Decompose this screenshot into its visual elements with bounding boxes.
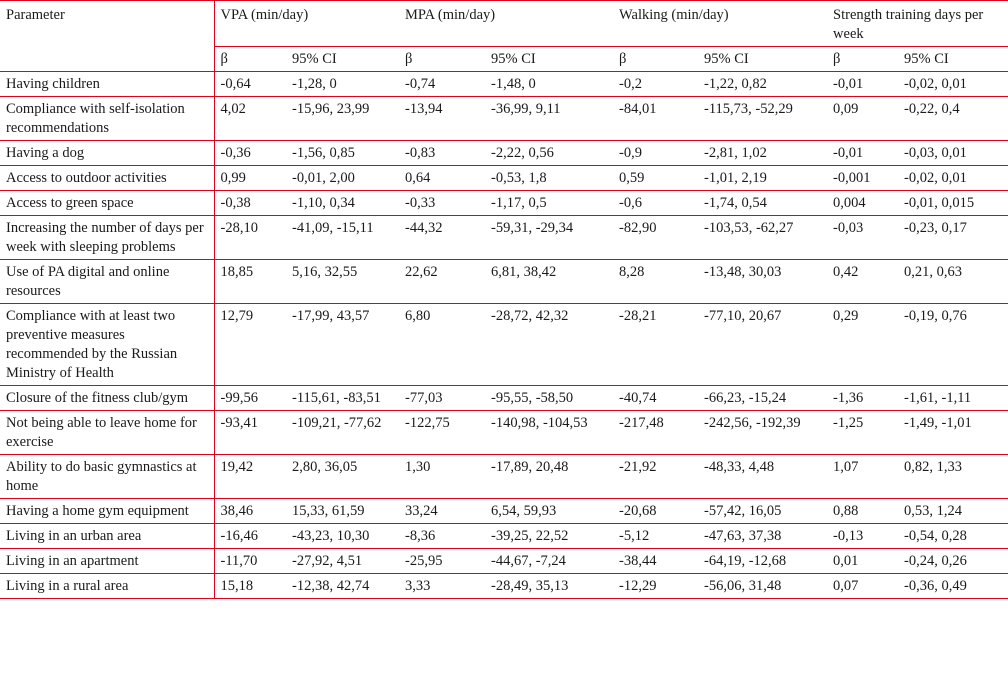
cell-vpa-ci: -17,99, 43,57 <box>286 304 399 386</box>
cell-mpa-ci: 6,54, 59,93 <box>485 499 613 524</box>
row-label: Access to green space <box>0 191 214 216</box>
table-row <box>0 386 1008 411</box>
cell-mpa-ci: 6,81, 38,42 <box>485 260 613 304</box>
cell-strength-beta: 0,29 <box>827 304 898 386</box>
cell-vpa-beta: -93,41 <box>214 411 286 455</box>
cell-walking-ci: -1,01, 2,19 <box>698 166 827 191</box>
cell-walking-ci: -103,53, -62,27 <box>698 216 827 260</box>
cell-walking-ci: -13,48, 30,03 <box>698 260 827 304</box>
beta-header: β <box>613 47 698 72</box>
cell-mpa-beta: 22,62 <box>399 260 485 304</box>
beta-header: β <box>827 47 898 72</box>
cell-walking-beta: -21,92 <box>613 455 698 499</box>
cell-vpa-ci: 15,33, 61,59 <box>286 499 399 524</box>
cell-mpa-beta: -0,74 <box>399 72 485 97</box>
row-label: Having children <box>0 72 214 97</box>
table-row <box>0 191 1008 216</box>
cell-vpa-ci: 5,16, 32,55 <box>286 260 399 304</box>
cell-mpa-beta: -0,83 <box>399 141 485 166</box>
cell-mpa-ci: -1,48, 0 <box>485 72 613 97</box>
cell-strength-ci: -0,01, 0,015 <box>898 191 1008 216</box>
cell-mpa-beta: -122,75 <box>399 411 485 455</box>
cell-vpa-beta: 15,18 <box>214 574 286 599</box>
cell-strength-beta: 0,88 <box>827 499 898 524</box>
cell-mpa-ci: -95,55, -58,50 <box>485 386 613 411</box>
cell-mpa-ci: -0,53, 1,8 <box>485 166 613 191</box>
table-row <box>0 304 1008 386</box>
cell-vpa-ci: -1,10, 0,34 <box>286 191 399 216</box>
cell-strength-beta: -0,001 <box>827 166 898 191</box>
cell-strength-beta: 0,07 <box>827 574 898 599</box>
cell-walking-beta: -84,01 <box>613 97 698 141</box>
cell-vpa-ci: 2,80, 36,05 <box>286 455 399 499</box>
cell-walking-beta: -28,21 <box>613 304 698 386</box>
table-row <box>0 574 1008 599</box>
cell-walking-beta: -40,74 <box>613 386 698 411</box>
cell-strength-beta: -0,01 <box>827 141 898 166</box>
cell-strength-ci: -0,23, 0,17 <box>898 216 1008 260</box>
cell-walking-beta: 0,59 <box>613 166 698 191</box>
cell-mpa-beta: 6,80 <box>399 304 485 386</box>
cell-vpa-ci: -0,01, 2,00 <box>286 166 399 191</box>
table-row <box>0 499 1008 524</box>
cell-strength-beta: -0,13 <box>827 524 898 549</box>
cell-strength-beta: -1,25 <box>827 411 898 455</box>
cell-strength-beta: 0,09 <box>827 97 898 141</box>
cell-vpa-beta: -0,38 <box>214 191 286 216</box>
cell-vpa-ci: -43,23, 10,30 <box>286 524 399 549</box>
cell-walking-ci: -48,33, 4,48 <box>698 455 827 499</box>
cell-walking-ci: -77,10, 20,67 <box>698 304 827 386</box>
cell-vpa-beta: -28,10 <box>214 216 286 260</box>
cell-walking-ci: -242,56, -192,39 <box>698 411 827 455</box>
cell-mpa-beta: -0,33 <box>399 191 485 216</box>
cell-vpa-beta: 12,79 <box>214 304 286 386</box>
cell-walking-beta: -82,90 <box>613 216 698 260</box>
row-label: Compliance with at least two preventive measures recommended by the Russian Ministry of Health <box>0 304 214 386</box>
cell-vpa-ci: -15,96, 23,99 <box>286 97 399 141</box>
table-row <box>0 260 1008 304</box>
cell-strength-ci: -0,54, 0,28 <box>898 524 1008 549</box>
table-row <box>0 524 1008 549</box>
group-header-walking: Walking (min/day) <box>613 1 827 47</box>
cell-mpa-ci: -39,25, 22,52 <box>485 524 613 549</box>
cell-strength-ci: 0,53, 1,24 <box>898 499 1008 524</box>
cell-walking-beta: -5,12 <box>613 524 698 549</box>
cell-mpa-beta: -25,95 <box>399 549 485 574</box>
ci-header: 95% CI <box>485 47 613 72</box>
cell-strength-beta: -0,03 <box>827 216 898 260</box>
cell-walking-beta: -20,68 <box>613 499 698 524</box>
cell-mpa-beta: -44,32 <box>399 216 485 260</box>
cell-strength-ci: 0,82, 1,33 <box>898 455 1008 499</box>
ci-header: 95% CI <box>698 47 827 72</box>
table-header <box>0 1 1008 72</box>
row-label: Having a dog <box>0 141 214 166</box>
cell-mpa-beta: 1,30 <box>399 455 485 499</box>
row-label: Living in a rural area <box>0 574 214 599</box>
beta-header: β <box>399 47 485 72</box>
table-row <box>0 166 1008 191</box>
cell-mpa-ci: -28,49, 35,13 <box>485 574 613 599</box>
table-row <box>0 216 1008 260</box>
cell-strength-ci: -1,49, -1,01 <box>898 411 1008 455</box>
cell-vpa-beta: 18,85 <box>214 260 286 304</box>
cell-vpa-beta: 19,42 <box>214 455 286 499</box>
ci-header: 95% CI <box>286 47 399 72</box>
cell-vpa-ci: -1,56, 0,85 <box>286 141 399 166</box>
cell-strength-ci: -0,02, 0,01 <box>898 166 1008 191</box>
table-row <box>0 72 1008 97</box>
cell-vpa-ci: -41,09, -15,11 <box>286 216 399 260</box>
cell-mpa-beta: -13,94 <box>399 97 485 141</box>
cell-vpa-ci: -1,28, 0 <box>286 72 399 97</box>
cell-strength-beta: 0,004 <box>827 191 898 216</box>
cell-mpa-ci: -1,17, 0,5 <box>485 191 613 216</box>
row-label: Use of PA digital and online resources <box>0 260 214 304</box>
table-row <box>0 549 1008 574</box>
cell-walking-ci: -115,73, -52,29 <box>698 97 827 141</box>
cell-vpa-ci: -12,38, 42,74 <box>286 574 399 599</box>
cell-walking-beta: -0,9 <box>613 141 698 166</box>
cell-vpa-ci: -109,21, -77,62 <box>286 411 399 455</box>
cell-strength-ci: -0,36, 0,49 <box>898 574 1008 599</box>
cell-walking-ci: -47,63, 37,38 <box>698 524 827 549</box>
header-row-groups <box>0 1 1008 47</box>
cell-walking-ci: -1,74, 0,54 <box>698 191 827 216</box>
cell-mpa-ci: -140,98, -104,53 <box>485 411 613 455</box>
cell-vpa-beta: -99,56 <box>214 386 286 411</box>
cell-vpa-beta: -11,70 <box>214 549 286 574</box>
ci-header: 95% CI <box>898 47 1008 72</box>
cell-walking-ci: -1,22, 0,82 <box>698 72 827 97</box>
cell-walking-beta: 8,28 <box>613 260 698 304</box>
cell-strength-beta: 1,07 <box>827 455 898 499</box>
group-header-strength: Strength training days per week <box>827 1 1008 47</box>
cell-strength-beta: -1,36 <box>827 386 898 411</box>
table-row <box>0 141 1008 166</box>
cell-strength-beta: 0,42 <box>827 260 898 304</box>
cell-walking-ci: -56,06, 31,48 <box>698 574 827 599</box>
cell-strength-beta: -0,01 <box>827 72 898 97</box>
cell-vpa-beta: 4,02 <box>214 97 286 141</box>
table-row <box>0 411 1008 455</box>
table-row <box>0 455 1008 499</box>
cell-strength-beta: 0,01 <box>827 549 898 574</box>
cell-walking-ci: -2,81, 1,02 <box>698 141 827 166</box>
cell-walking-ci: -57,42, 16,05 <box>698 499 827 524</box>
cell-mpa-beta: 0,64 <box>399 166 485 191</box>
row-label: Living in an urban area <box>0 524 214 549</box>
row-label: Increasing the number of days per week with sleeping problems <box>0 216 214 260</box>
cell-strength-ci: -0,02, 0,01 <box>898 72 1008 97</box>
beta-header: β <box>214 47 286 72</box>
cell-walking-beta: -38,44 <box>613 549 698 574</box>
cell-strength-ci: -0,19, 0,76 <box>898 304 1008 386</box>
cell-vpa-beta: 0,99 <box>214 166 286 191</box>
cell-vpa-beta: -16,46 <box>214 524 286 549</box>
cell-strength-ci: 0,21, 0,63 <box>898 260 1008 304</box>
group-header-mpa: MPA (min/day) <box>399 1 613 47</box>
cell-vpa-beta: -0,36 <box>214 141 286 166</box>
cell-mpa-beta: 3,33 <box>399 574 485 599</box>
row-label: Access to outdoor activities <box>0 166 214 191</box>
cell-mpa-beta: -8,36 <box>399 524 485 549</box>
cell-mpa-beta: -77,03 <box>399 386 485 411</box>
cell-walking-ci: -66,23, -15,24 <box>698 386 827 411</box>
cell-walking-beta: -217,48 <box>613 411 698 455</box>
cell-mpa-ci: -59,31, -29,34 <box>485 216 613 260</box>
cell-walking-beta: -0,2 <box>613 72 698 97</box>
cell-walking-ci: -64,19, -12,68 <box>698 549 827 574</box>
row-label: Closure of the fitness club/gym <box>0 386 214 411</box>
cell-vpa-ci: -27,92, 4,51 <box>286 549 399 574</box>
row-label: Living in an apartment <box>0 549 214 574</box>
cell-strength-ci: -0,24, 0,26 <box>898 549 1008 574</box>
table-row <box>0 97 1008 141</box>
table-body <box>0 72 1008 599</box>
row-label: Having a home gym equipment <box>0 499 214 524</box>
cell-vpa-beta: -0,64 <box>214 72 286 97</box>
parameter-header: Parameter <box>0 1 214 72</box>
row-label: Not being able to leave home for exercise <box>0 411 214 455</box>
cell-mpa-ci: -17,89, 20,48 <box>485 455 613 499</box>
cell-vpa-ci: -115,61, -83,51 <box>286 386 399 411</box>
cell-strength-ci: -0,03, 0,01 <box>898 141 1008 166</box>
cell-walking-beta: -12,29 <box>613 574 698 599</box>
group-header-vpa: VPA (min/day) <box>214 1 399 47</box>
cell-vpa-beta: 38,46 <box>214 499 286 524</box>
row-label: Compliance with self-isolation recommendations <box>0 97 214 141</box>
row-label: Ability to do basic gymnastics at home <box>0 455 214 499</box>
cell-strength-ci: -0,22, 0,4 <box>898 97 1008 141</box>
cell-mpa-ci: -44,67, -7,24 <box>485 549 613 574</box>
cell-mpa-beta: 33,24 <box>399 499 485 524</box>
cell-strength-ci: -1,61, -1,11 <box>898 386 1008 411</box>
cell-mpa-ci: -28,72, 42,32 <box>485 304 613 386</box>
cell-mpa-ci: -2,22, 0,56 <box>485 141 613 166</box>
cell-mpa-ci: -36,99, 9,11 <box>485 97 613 141</box>
cell-walking-beta: -0,6 <box>613 191 698 216</box>
